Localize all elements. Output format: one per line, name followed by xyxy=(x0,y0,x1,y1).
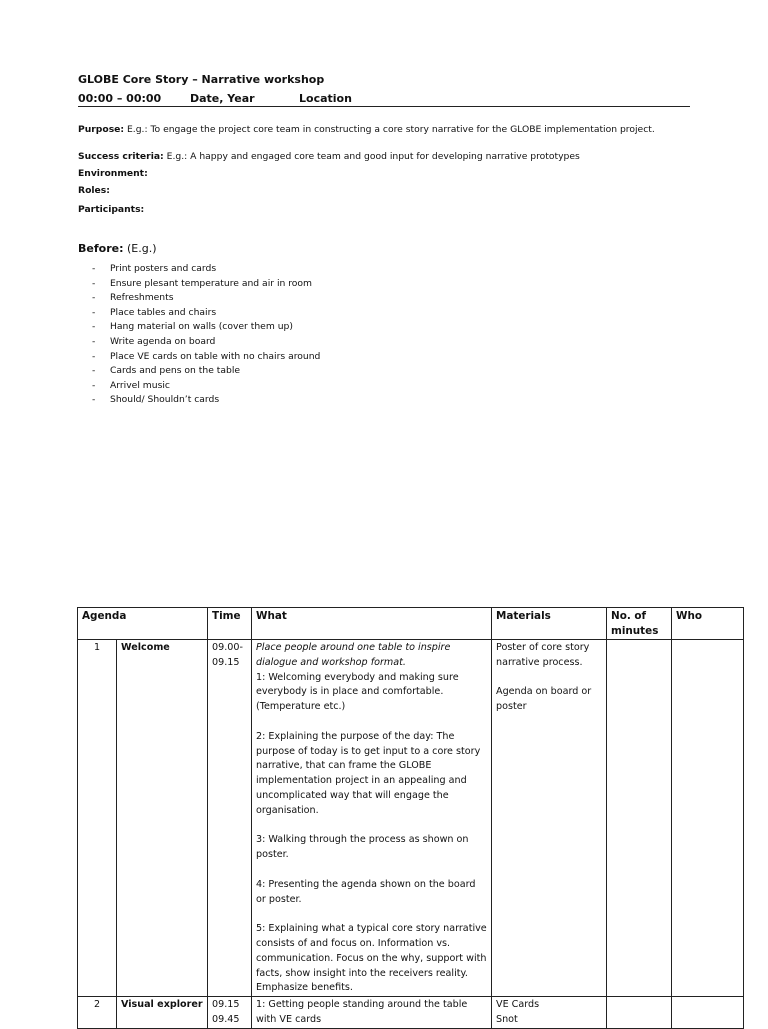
purpose-label: Purpose: xyxy=(78,124,125,135)
what-paragraph: 3: Walking through the process as shown on poster. xyxy=(256,834,469,861)
material-item: Agenda on board or poster xyxy=(496,686,592,713)
header-minutes: No. of minutes xyxy=(607,608,672,640)
agenda-table xyxy=(77,607,744,1029)
before-label: Before: xyxy=(78,242,124,255)
row-who xyxy=(672,640,744,997)
roles-label: Roles: xyxy=(78,185,110,196)
table-row xyxy=(78,997,744,1029)
row-name: Visual explorer xyxy=(117,997,208,1029)
row-number: 1 xyxy=(78,640,117,997)
row-number: 2 xyxy=(78,997,117,1029)
header-who: Who xyxy=(672,608,744,640)
list-item: - Place VE cards on table with no chairs around xyxy=(92,350,321,362)
list-item: - Cards and pens on the table xyxy=(92,365,241,377)
list-item: - Refreshments xyxy=(92,292,174,304)
participants-field xyxy=(78,204,690,215)
row-time: 09.15 09.45 xyxy=(208,997,252,1029)
header-what: What xyxy=(252,608,492,640)
environment-field xyxy=(78,168,690,179)
environment-label: Environment: xyxy=(78,168,148,179)
row-minutes xyxy=(607,640,672,997)
list-item: - Arrivel music xyxy=(92,379,170,391)
what-paragraph: 4: Presenting the agenda shown on the board or poster. xyxy=(256,878,476,905)
header-time: Time xyxy=(208,608,252,640)
meta-time: 00:00 – 00:00 xyxy=(78,92,162,105)
list-item: - Place tables and chairs xyxy=(92,306,217,318)
success-field xyxy=(78,151,690,162)
success-label: Success criteria: xyxy=(78,151,164,162)
header-agenda: Agenda xyxy=(78,608,208,640)
list-item: - Hang material on walls (cover them up) xyxy=(92,321,293,333)
material-item: Snot xyxy=(496,1013,518,1025)
row-materials xyxy=(492,997,607,1029)
roles-field xyxy=(78,185,690,196)
list-item: - Print posters and cards xyxy=(92,263,217,274)
before-list xyxy=(92,262,320,408)
row-what xyxy=(252,640,492,997)
material-item: VE Cards xyxy=(496,999,540,1011)
row-time: 09.00-09.15 xyxy=(208,640,252,997)
row-materials xyxy=(492,640,607,997)
row-what xyxy=(252,997,492,1029)
participants-label: Participants: xyxy=(78,204,145,215)
list-item: - Write agenda on board xyxy=(92,335,216,347)
material-item: Poster of core story narrative process. xyxy=(496,642,590,668)
what-intro: Place people around one table to inspire dialogue and workshop format. xyxy=(256,642,451,668)
list-item: - Should/ Shouldn’t cards xyxy=(92,394,220,406)
what-paragraph: 2: Explaining the purpose of the day: The purpose of today is to get input to a core story narrative, that can frame the GLOBE implementation project in an appealing and uncomplicated way that will engage the organisation. xyxy=(256,730,481,816)
purpose-field xyxy=(78,124,690,135)
row-who xyxy=(672,997,744,1029)
meta-location: Location xyxy=(299,92,352,105)
what-paragraph: 1: Welcoming everybody and making sure everybody is in place and comfortable. (Temperature etc.) xyxy=(256,671,459,713)
purpose-text: E.g.: To engage the project core team in constructing a core story narrative for the GLOBE implementation project. xyxy=(127,124,655,135)
what-paragraph: 5: Explaining what a typical core story narrative consists of and focus on. Information vs. communication. Focus on the why, support with facts, show insight into the receivers reality. Emphasize benefits. xyxy=(256,923,487,994)
table-row xyxy=(78,640,744,997)
header-materials: Materials xyxy=(492,608,607,640)
what-paragraph: 1: Getting people standing around the table with VE cards xyxy=(256,999,468,1025)
meta-date: Date, Year xyxy=(190,92,255,105)
row-name: Welcome xyxy=(117,640,208,997)
document-title: GLOBE Core Story – Narrative workshop xyxy=(78,73,325,86)
before-heading xyxy=(78,242,157,255)
success-text: E.g.: A happy and engaged core team and good input for developing narrative prototypes xyxy=(166,151,580,162)
row-minutes xyxy=(607,997,672,1029)
list-item: - Ensure plesant temperature and air in room xyxy=(92,277,313,289)
before-suffix: (E.g.) xyxy=(126,242,157,255)
table-header-row xyxy=(78,608,744,640)
meta-line xyxy=(78,92,690,107)
